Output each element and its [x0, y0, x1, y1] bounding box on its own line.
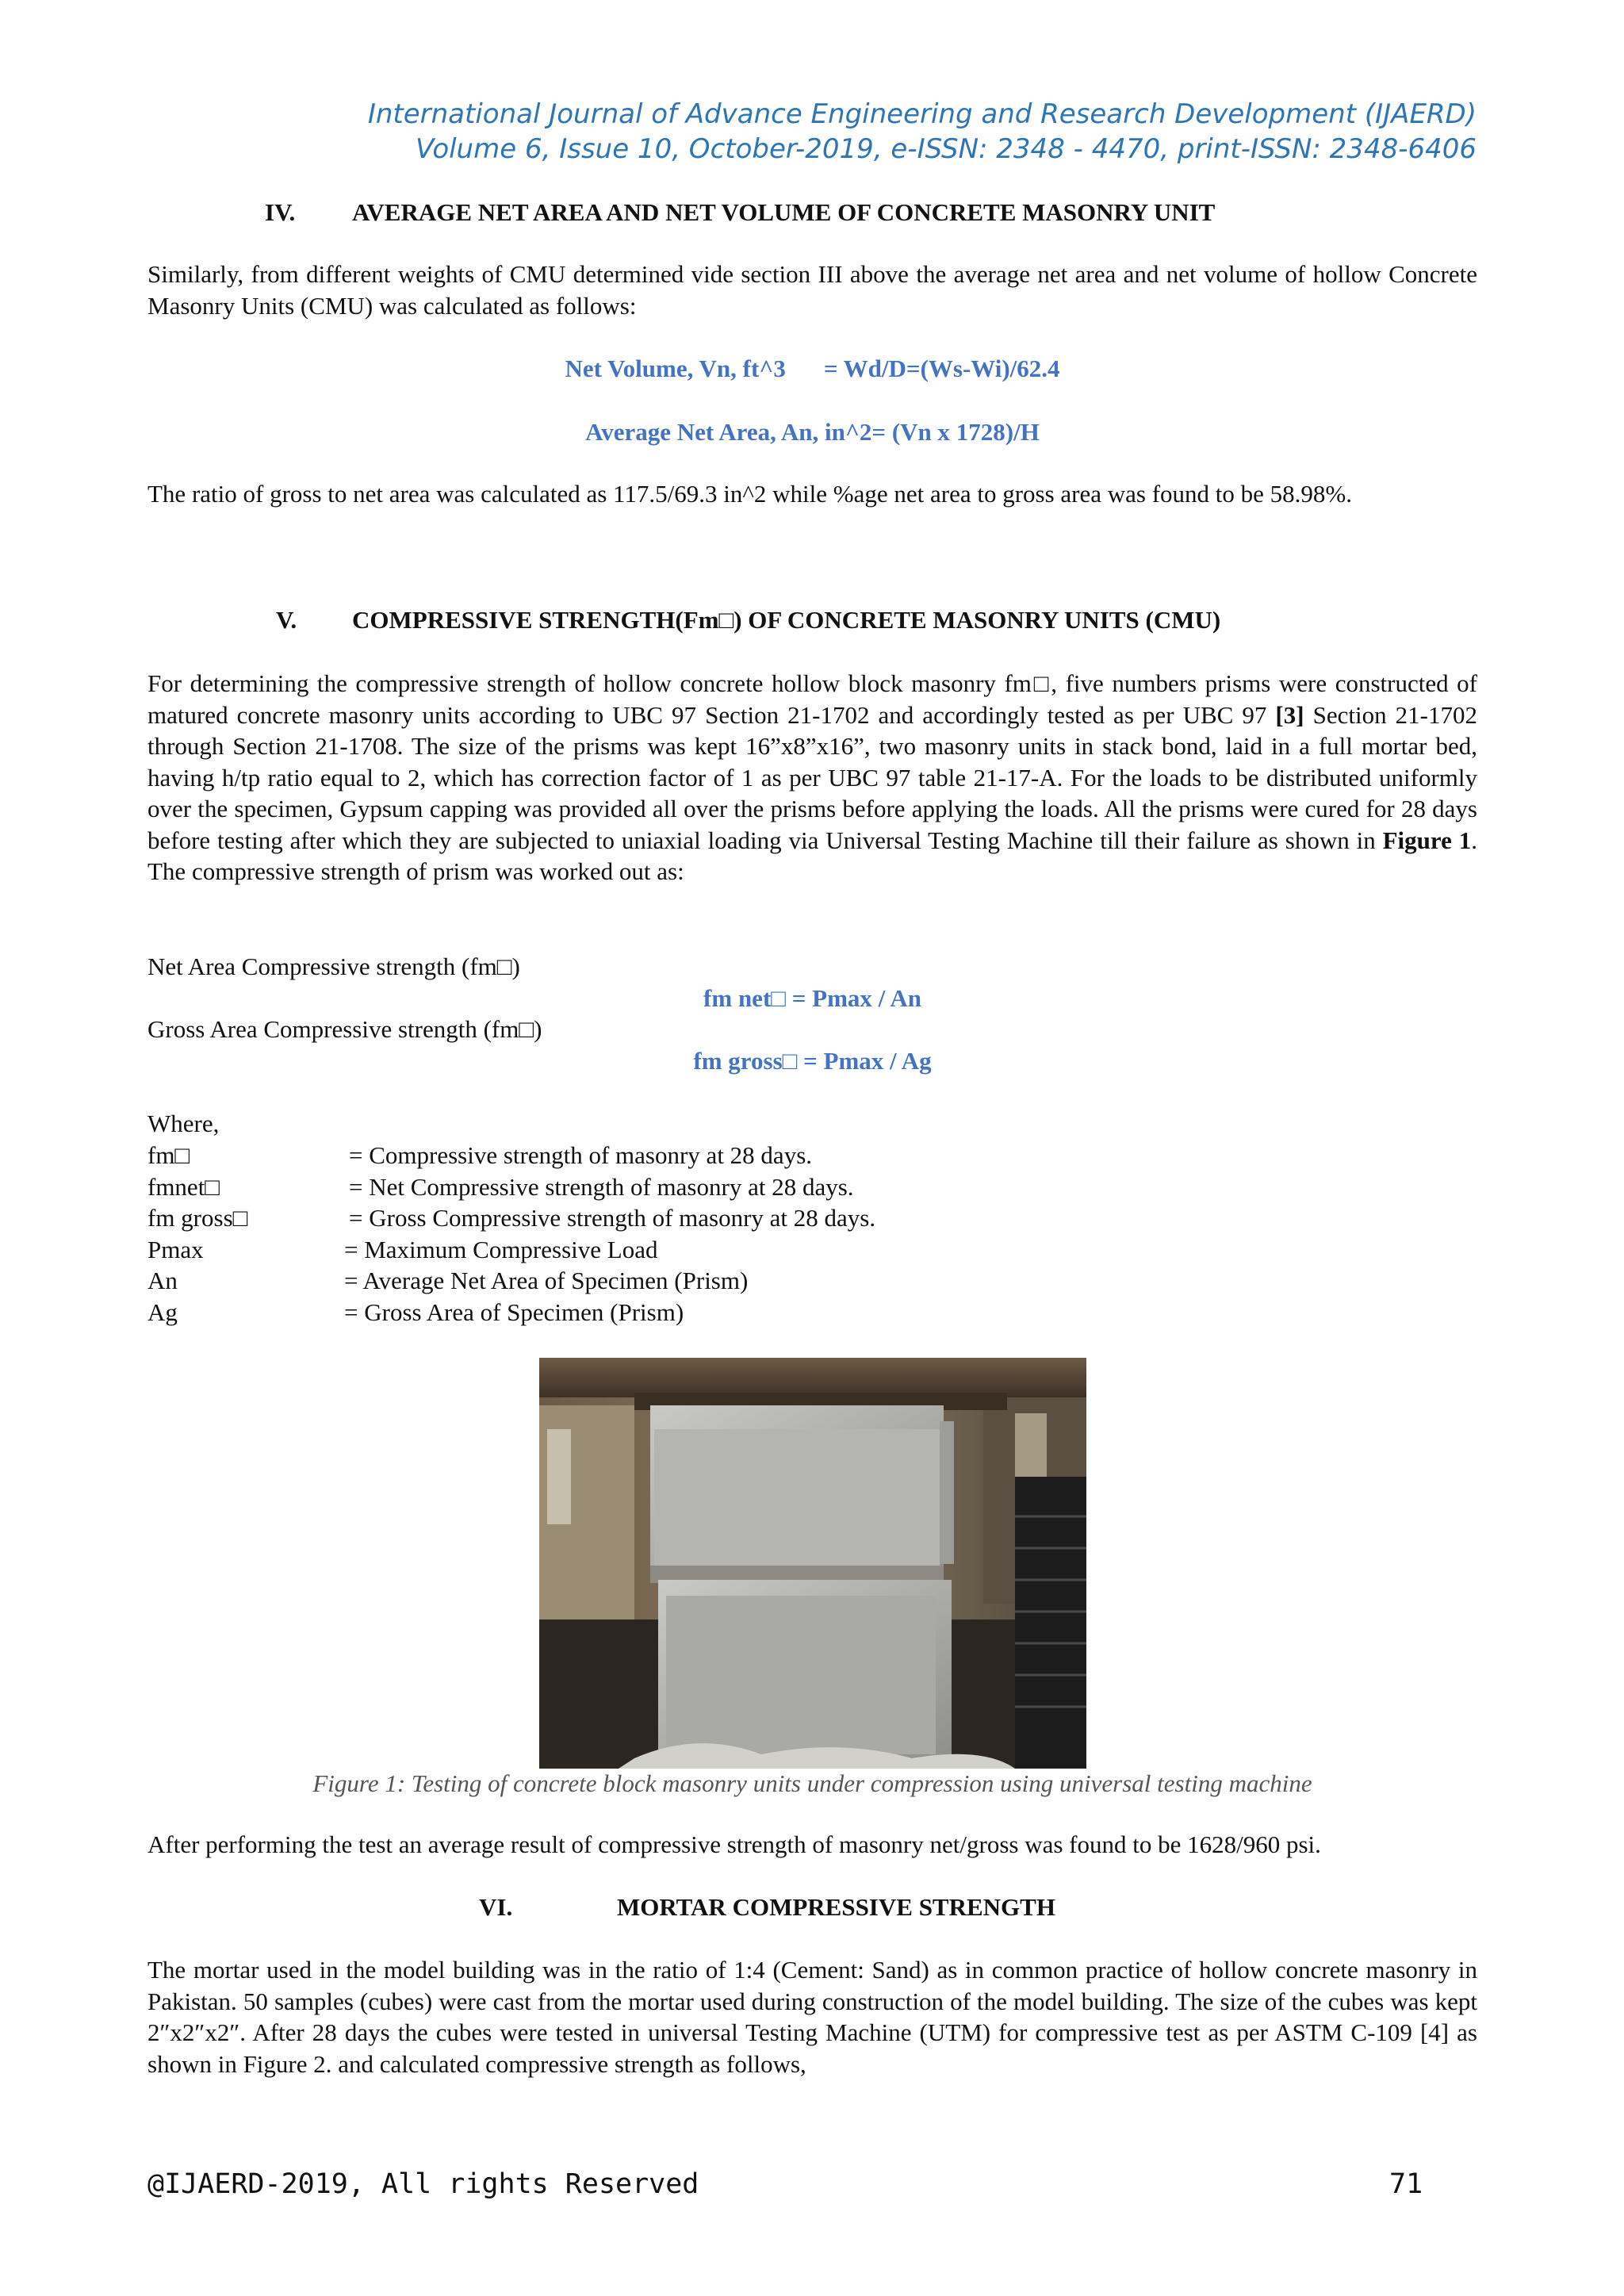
journal-title: International Journal of Advance Engineering and Research Development (IJAERD)	[367, 98, 1477, 130]
section-4-number: IV.	[265, 198, 296, 226]
definition-text: = Net Compressive strength of masonry at 28 days.	[349, 1172, 854, 1201]
net-area-label: Net Area Compressive strength (fm□)	[147, 953, 520, 980]
gross-area-equation: fm gross□ = Pmax / Ag	[693, 1047, 932, 1075]
footer-copyright: @IJAERD-2019, All rights Reserved	[147, 2168, 699, 2200]
gross-net-ratio-paragraph: The ratio of gross to net area was calculated as 117.5/69.3 in^2 while %age net area to gross area was found to be 58.98%.	[147, 480, 1352, 508]
where-label: Where,	[147, 1110, 220, 1137]
gross-area-label: Gross Area Compressive strength (fm□)	[147, 1015, 542, 1043]
section-5-number: V.	[276, 606, 297, 634]
average-net-area-equation: Average Net Area, An, in^2= (Vn x 1728)/H	[585, 418, 1040, 446]
definition-text: = Average Net Area of Specimen (Prism)	[344, 1267, 749, 1294]
net-volume-equation-rhs: = Wd/D=(Ws-Wi)/62.4	[823, 355, 1060, 382]
definition-term: Ag	[147, 1297, 178, 1326]
figure-1-caption: Figure 1: Testing of concrete block masonry units under compression using universal testing machine	[312, 1769, 1312, 1797]
section-6-number: VI.	[479, 1893, 513, 1921]
definition-text: = Maximum Compressive Load	[344, 1235, 658, 1263]
net-area-equation: fm net□ = Pmax / An	[703, 984, 921, 1012]
definition-text: = Gross Area of Specimen (Prism)	[344, 1297, 684, 1326]
definition-term: Pmax	[147, 1235, 204, 1263]
definition-term: fmnet□	[147, 1172, 220, 1201]
definition-text: = Compressive strength of masonry at 28 days.	[349, 1141, 813, 1169]
section-6-title: MORTAR COMPRESSIVE STRENGTH	[617, 1893, 1055, 1921]
definition-term: An	[147, 1267, 178, 1294]
page-number: 71	[1389, 2168, 1423, 2200]
section-4-title: AVERAGE NET AREA AND NET VOLUME OF CONCRETE MASONRY UNIT	[352, 198, 1216, 226]
definition-term: fm gross□	[147, 1204, 248, 1232]
reference-3: [3]	[1275, 700, 1304, 729]
compressive-strength-result: After performing the test an average result of compressive strength of masonry net/gross was found to be 1628/960 psi.	[147, 1830, 1321, 1858]
section-4-intro-paragraph: Similarly, from different weights of CMU determined vide section III above the average net area and net volume of hollow Concrete Masonry Units (CMU) was calculated as follows:	[147, 260, 1477, 320]
definition-text: = Gross Compressive strength of masonry at 28 days.	[349, 1204, 876, 1232]
section-6-paragraph: The mortar used in the model building was in the ratio of 1:4 (Cement: Sand) as in common practice of hollow concrete masonry in Pakistan. 50 samples (cubes) were cast from the mortar used during construction of the model building. The size of the cubes was kept 2″x2″x2″. After 28 days the cubes were tested in universal Testing Machine (UTM) for compressive test as per ASTM C-109 [4] as shown in Figure 2. and calculated compressive strength as follows,	[147, 1956, 1477, 2078]
journal-issue-info: Volume 6, Issue 10, October-2019, e-ISSN: 2348 - 4470, print-ISSN: 2348-6406	[416, 133, 1477, 165]
net-volume-equation-lhs: Net Volume, Vn, ft^3	[565, 355, 786, 382]
net-volume-equation	[147, 353, 1477, 385]
section-5-method-paragraph: For determining the compressive strength of hollow concrete hollow block masonry fm□, five numbers prisms were constructed of matured concrete masonry units according to UBC 97 Section 21-1702 and accordingly tested as per UBC 97 [3] Section 21-1702 through Section 21-1708. The size of the prisms was kept 16”x8”x16”, two masonry units in stack bond, laid in a full mortar bed, having h/tp ratio equal to 2, which has correction factor of 1 as per UBC 97 table 21-17-A. For the loads to be distributed uniformly over the specimen, Gypsum capping was provided all over the prisms before applying the loads. All the prisms were cured for 28 days before testing after which they are subjected to uniaxial loading via Universal Testing Machine till their failure as shown in Figure 1. The compressive strength of prism was worked out as:	[147, 669, 1478, 885]
masonry-prism-test-photo	[539, 1358, 1086, 1769]
section-5-title: COMPRESSIVE STRENGTH(Fm□) OF CONCRETE MASONRY UNITS (CMU)	[352, 606, 1221, 634]
figure-1-photo	[539, 1358, 1086, 1769]
figure-1-reference: Figure 1	[1382, 826, 1472, 854]
definition-term: fm□	[147, 1141, 190, 1169]
